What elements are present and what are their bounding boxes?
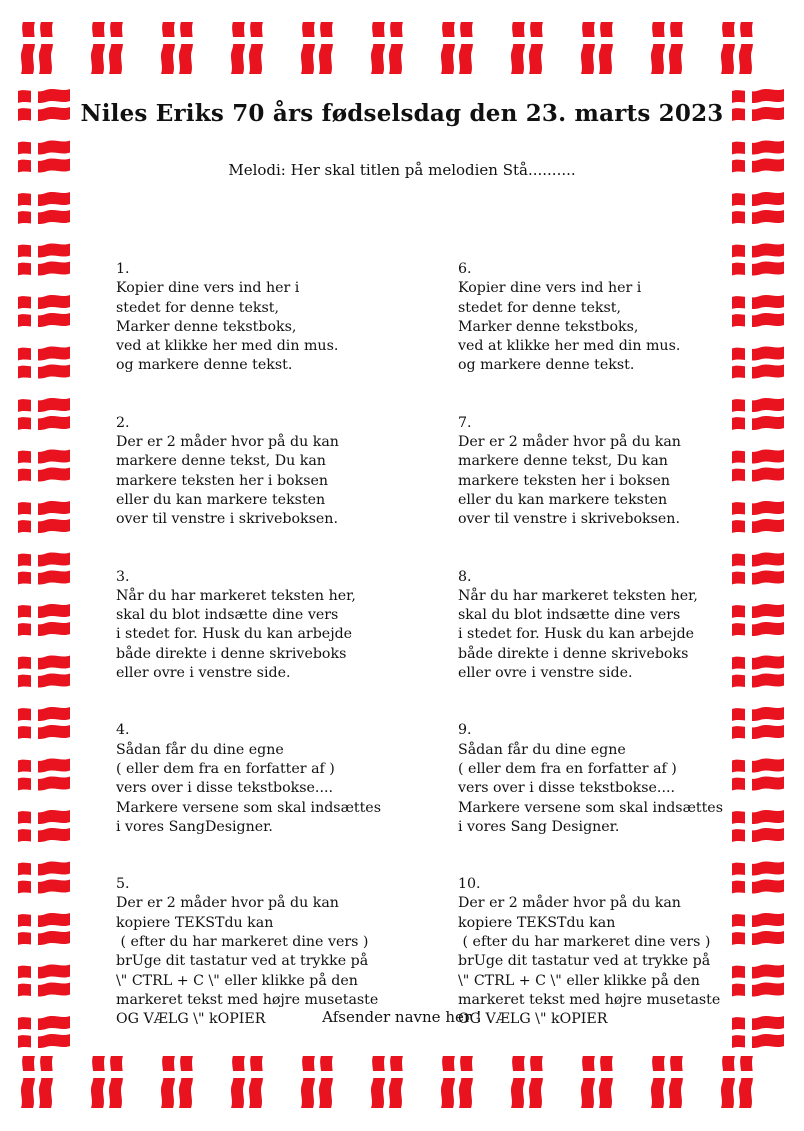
verse-number: 4.: [116, 722, 130, 739]
danish-flag-icon: [440, 22, 474, 74]
verse-line: vers over i disse tekstbokse....: [458, 780, 675, 797]
verse: [458, 875, 748, 1029]
border-top: [20, 22, 754, 74]
verse-number: 7.: [458, 414, 472, 431]
verse-line: skal du blot indsætte dine vers: [116, 607, 339, 624]
verse-line: Marker denne tekstboks,: [116, 318, 297, 335]
verses-right-column: [458, 260, 748, 1068]
danish-flag-icon: [18, 603, 70, 637]
verse-line: markere denne tekst, Du kan: [116, 453, 326, 470]
verse-line: i vores SangDesigner.: [116, 818, 273, 835]
danish-flag-icon: [18, 552, 70, 586]
danish-flag-icon: [230, 22, 264, 74]
verse-line: ved at klikke her med din mus.: [458, 338, 681, 355]
verse-number: 6.: [458, 261, 472, 277]
verse-number: 3.: [116, 568, 130, 585]
verse-line: \" CTRL + C \" eller klikke på den: [458, 972, 700, 989]
verse-line: markere teksten her i boksen: [116, 472, 329, 489]
verse: [458, 414, 748, 530]
danish-flag-icon: [18, 500, 70, 534]
danish-flag-icon: [370, 22, 404, 74]
verse-line: skal du blot indsætte dine vers: [458, 607, 681, 624]
sender-line: Afsender navne her !: [322, 1008, 482, 1026]
danish-flag-icon: [20, 22, 54, 74]
verse-line: OG VÆLG \" kOPIER: [116, 1011, 266, 1028]
verse-line: markere denne tekst, Du kan: [458, 453, 668, 470]
verse-line: Der er 2 måder hvor på du kan: [458, 895, 681, 912]
verse: [116, 260, 406, 376]
verse-line: i stedet for. Husk du kan arbejde: [458, 626, 695, 643]
verse-line: Når du har markeret teksten her,: [458, 587, 698, 604]
verse-line: over til venstre i skriveboksen.: [458, 511, 680, 528]
danish-flag-icon: [18, 706, 70, 740]
verse: [458, 568, 748, 684]
verse-line: ( efter du har markeret dine vers ): [116, 934, 369, 951]
danish-flag-icon: [160, 22, 194, 74]
danish-flag-icon: [18, 912, 70, 946]
verse-line: vers over i disse tekstbokse....: [116, 780, 333, 797]
verse-line: ( efter du har markeret dine vers ): [458, 934, 711, 951]
verse-line: Når du har markeret teksten her,: [116, 587, 356, 604]
danish-flag-icon: [18, 964, 70, 998]
verse-line: eller du kan markere teksten: [116, 491, 326, 508]
danish-flag-icon: [510, 22, 544, 74]
verse-line: markeret tekst med højre musetaste: [116, 991, 379, 1008]
verse-line: over til venstre i skriveboksen.: [116, 511, 338, 528]
danish-flag-icon: [18, 243, 70, 277]
danish-flag-icon: [732, 191, 784, 225]
verse-line: markeret tekst med højre musetaste: [458, 991, 721, 1008]
verse-line: brUge dit tastatur ved at trykke på: [116, 953, 369, 970]
danish-flag-icon: [650, 22, 684, 74]
verse: [116, 414, 406, 530]
verses-left-column: [116, 260, 406, 1068]
verse-number: 2.: [116, 414, 130, 431]
verse-line: stedet for denne tekst,: [116, 299, 279, 316]
verse-line: Kopier dine vers ind her i: [116, 280, 300, 297]
verse-line: Kopier dine vers ind her i: [458, 280, 642, 297]
verse: [116, 568, 406, 684]
danish-flag-icon: [580, 22, 614, 74]
verse-line: \" CTRL + C \" eller klikke på den: [116, 972, 358, 989]
verse-line: Der er 2 måder hvor på du kan: [458, 434, 681, 451]
danish-flag-icon: [18, 655, 70, 689]
verse-line: eller du kan markere teksten: [458, 491, 668, 508]
verse-number: 9.: [458, 722, 472, 739]
verse-line: OG VÆLG \" kOPIER: [458, 1011, 608, 1028]
verse: [458, 721, 748, 837]
verse: [458, 260, 748, 376]
danish-flag-icon: [20, 1056, 54, 1108]
danish-flag-icon: [300, 22, 334, 74]
verse-line: ved at klikke her med din mus.: [116, 338, 339, 355]
danish-flag-icon: [18, 397, 70, 431]
verse-line: Markere versene som skal indsættes: [116, 799, 381, 816]
danish-flag-icon: [18, 346, 70, 380]
verse-line: i stedet for. Husk du kan arbejde: [116, 626, 353, 643]
verse-line: Marker denne tekstboks,: [458, 318, 639, 335]
verse-number: 1.: [116, 261, 130, 277]
danish-flag-icon: [90, 22, 124, 74]
verse-line: Der er 2 måder hvor på du kan: [116, 895, 339, 912]
verse-line: og markere denne tekst.: [458, 357, 635, 374]
verse: [116, 721, 406, 837]
verse-line: både direkte i denne skriveboks: [116, 645, 347, 662]
danish-flag-icon: [18, 191, 70, 225]
verse-line: Sådan får du dine egne: [116, 741, 284, 758]
verse-line: stedet for denne tekst,: [458, 299, 621, 316]
melody-line: Melodi: Her skal titlen på melodien Stå..........: [228, 161, 576, 179]
verse-line: ( eller dem fra en forfatter af ): [458, 760, 677, 777]
danish-flag-icon: [18, 861, 70, 895]
verse-line: kopiere TEKSTdu kan: [116, 914, 274, 931]
verse-number: 10.: [458, 876, 481, 893]
verse-number: 5.: [116, 876, 130, 893]
verse-number: 8.: [458, 568, 472, 585]
verse-line: brUge dit tastatur ved at trykke på: [458, 953, 711, 970]
verse-line: Der er 2 måder hvor på du kan: [116, 434, 339, 451]
verse-line: markere teksten her i boksen: [458, 472, 671, 489]
verse-line: ( eller dem fra en forfatter af ): [116, 760, 335, 777]
verse-line: eller ovre i venstre side.: [116, 665, 291, 682]
danish-flag-icon: [18, 294, 70, 328]
border-left: [18, 88, 70, 1049]
verse-line: Sådan får du dine egne: [458, 741, 626, 758]
danish-flag-icon: [720, 22, 754, 74]
verse-line: og markere denne tekst.: [116, 357, 293, 374]
danish-flag-icon: [18, 449, 70, 483]
verse-line: kopiere TEKSTdu kan: [458, 914, 616, 931]
verse-line: eller ovre i venstre side.: [458, 665, 633, 682]
verse-line: Markere versene som skal indsættes: [458, 799, 723, 816]
verse-line: både direkte i denne skriveboks: [458, 645, 689, 662]
danish-flag-icon: [18, 758, 70, 792]
verse-line: i vores Sang Designer.: [458, 818, 620, 835]
verse: [116, 875, 406, 1029]
danish-flag-icon: [18, 809, 70, 843]
page-title: Niles Eriks 70 års fødselsdag den 23. marts 2023: [80, 100, 724, 127]
